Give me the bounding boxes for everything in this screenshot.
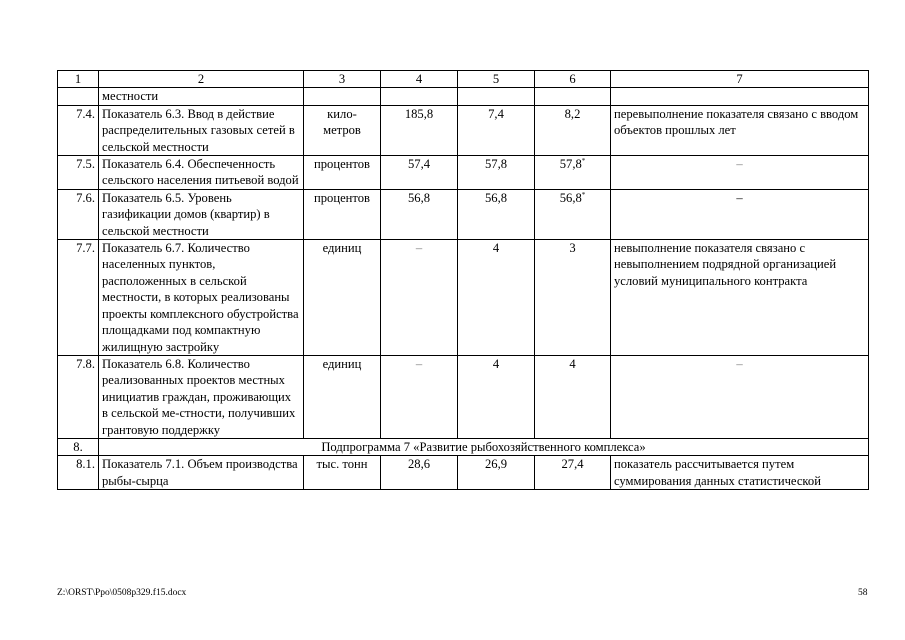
indicator-name: Показатель 6.3. Ввод в действие распределительных газовых сетей в сельской местности [99,105,304,155]
header-cell: 5 [458,71,535,88]
table-row [58,240,869,356]
value-col5: 57,8 [458,156,535,190]
subprogram-title: Подпрограмма 7 «Развитие рыбохозяйственного комплекса» [99,438,869,455]
note-cell [611,88,869,105]
note-cell: перевыполнение показателя связано с вводом объектов прошлых лет [611,105,869,155]
footer-file-path: Z:\ORST\Ppo\0508p329.f15.docx [57,588,187,598]
note-cell: – [611,156,869,190]
indicator-table [57,70,869,490]
footnote-mark: * [581,190,586,199]
value-text: 56,8 [559,190,582,205]
value-col6: 4 [535,355,611,438]
table-header-row [58,71,869,88]
value-col4: – [381,240,458,356]
row-number: 8. [58,438,99,455]
note-cell: показатель рассчитывается путем суммирования данных статистической [611,456,869,490]
unit-cell: единиц [304,355,381,438]
table-row [58,156,869,190]
value-col4: 56,8 [381,189,458,239]
unit-cell: единиц [304,240,381,356]
table-row [58,189,869,239]
value-col6: 27,4 [535,456,611,490]
value-col4 [381,88,458,105]
row-number: 7.5. [58,156,99,190]
subprogram-row [58,438,869,455]
table-row [58,456,869,490]
unit-cell: тыс. тонн [304,456,381,490]
note-cell: невыполнение показателя связано с невыполнением подрядной организацией условий муниципального контракта [611,240,869,356]
indicator-name: Показатель 6.8. Количество реализованных проектов местных инициатив граждан, проживающих в сельской ме-стности, получивших грантовую поддержку [99,355,304,438]
header-cell: 2 [99,71,304,88]
header-cell: 6 [535,71,611,88]
table-row [58,88,869,105]
indicator-name: Показатель 6.7. Количество населенных пунктов, расположенных в сельской местности, в которых реализованы проекты комплексного обустройства площадками под компактную жилищную застройку [99,240,304,356]
note-cell: – [611,189,869,239]
header-cell: 7 [611,71,869,88]
value-col5: 7,4 [458,105,535,155]
row-number: 7.4. [58,105,99,155]
value-col4: – [381,355,458,438]
row-number: 8.1. [58,456,99,490]
note-cell: – [611,355,869,438]
header-cell: 4 [381,71,458,88]
table-row [58,105,869,155]
header-cell: 3 [304,71,381,88]
indicator-name: Показатель 7.1. Объем производства рыбы-сырца [99,456,304,490]
unit-cell: процентов [304,189,381,239]
value-col5: 56,8 [458,189,535,239]
header-cell: 1 [58,71,99,88]
value-col4: 57,4 [381,156,458,190]
indicator-name: местности [99,88,304,105]
value-col5: 26,9 [458,456,535,490]
value-col4: 28,6 [381,456,458,490]
row-number: 7.7. [58,240,99,356]
table-row [58,355,869,438]
row-number: 7.6. [58,189,99,239]
page-number: 58 [858,588,868,598]
row-number: 7.8. [58,355,99,438]
value-col4: 185,8 [381,105,458,155]
indicator-name: Показатель 6.4. Обеспеченность сельского населения питьевой водой [99,156,304,190]
row-number [58,88,99,105]
value-col6: 3 [535,240,611,356]
value-text: 57,8 [559,157,582,172]
unit-cell: кило-метров [304,105,381,155]
value-col6 [535,88,611,105]
value-col6 [535,189,611,239]
value-col6 [535,156,611,190]
footnote-mark: * [581,156,586,165]
value-col5: 4 [458,240,535,356]
indicator-name: Показатель 6.5. Уровень газификации домов (квартир) в сельской местности [99,189,304,239]
value-col6: 8,2 [535,105,611,155]
unit-cell [304,88,381,105]
value-col5 [458,88,535,105]
value-col5: 4 [458,355,535,438]
unit-cell: процентов [304,156,381,190]
